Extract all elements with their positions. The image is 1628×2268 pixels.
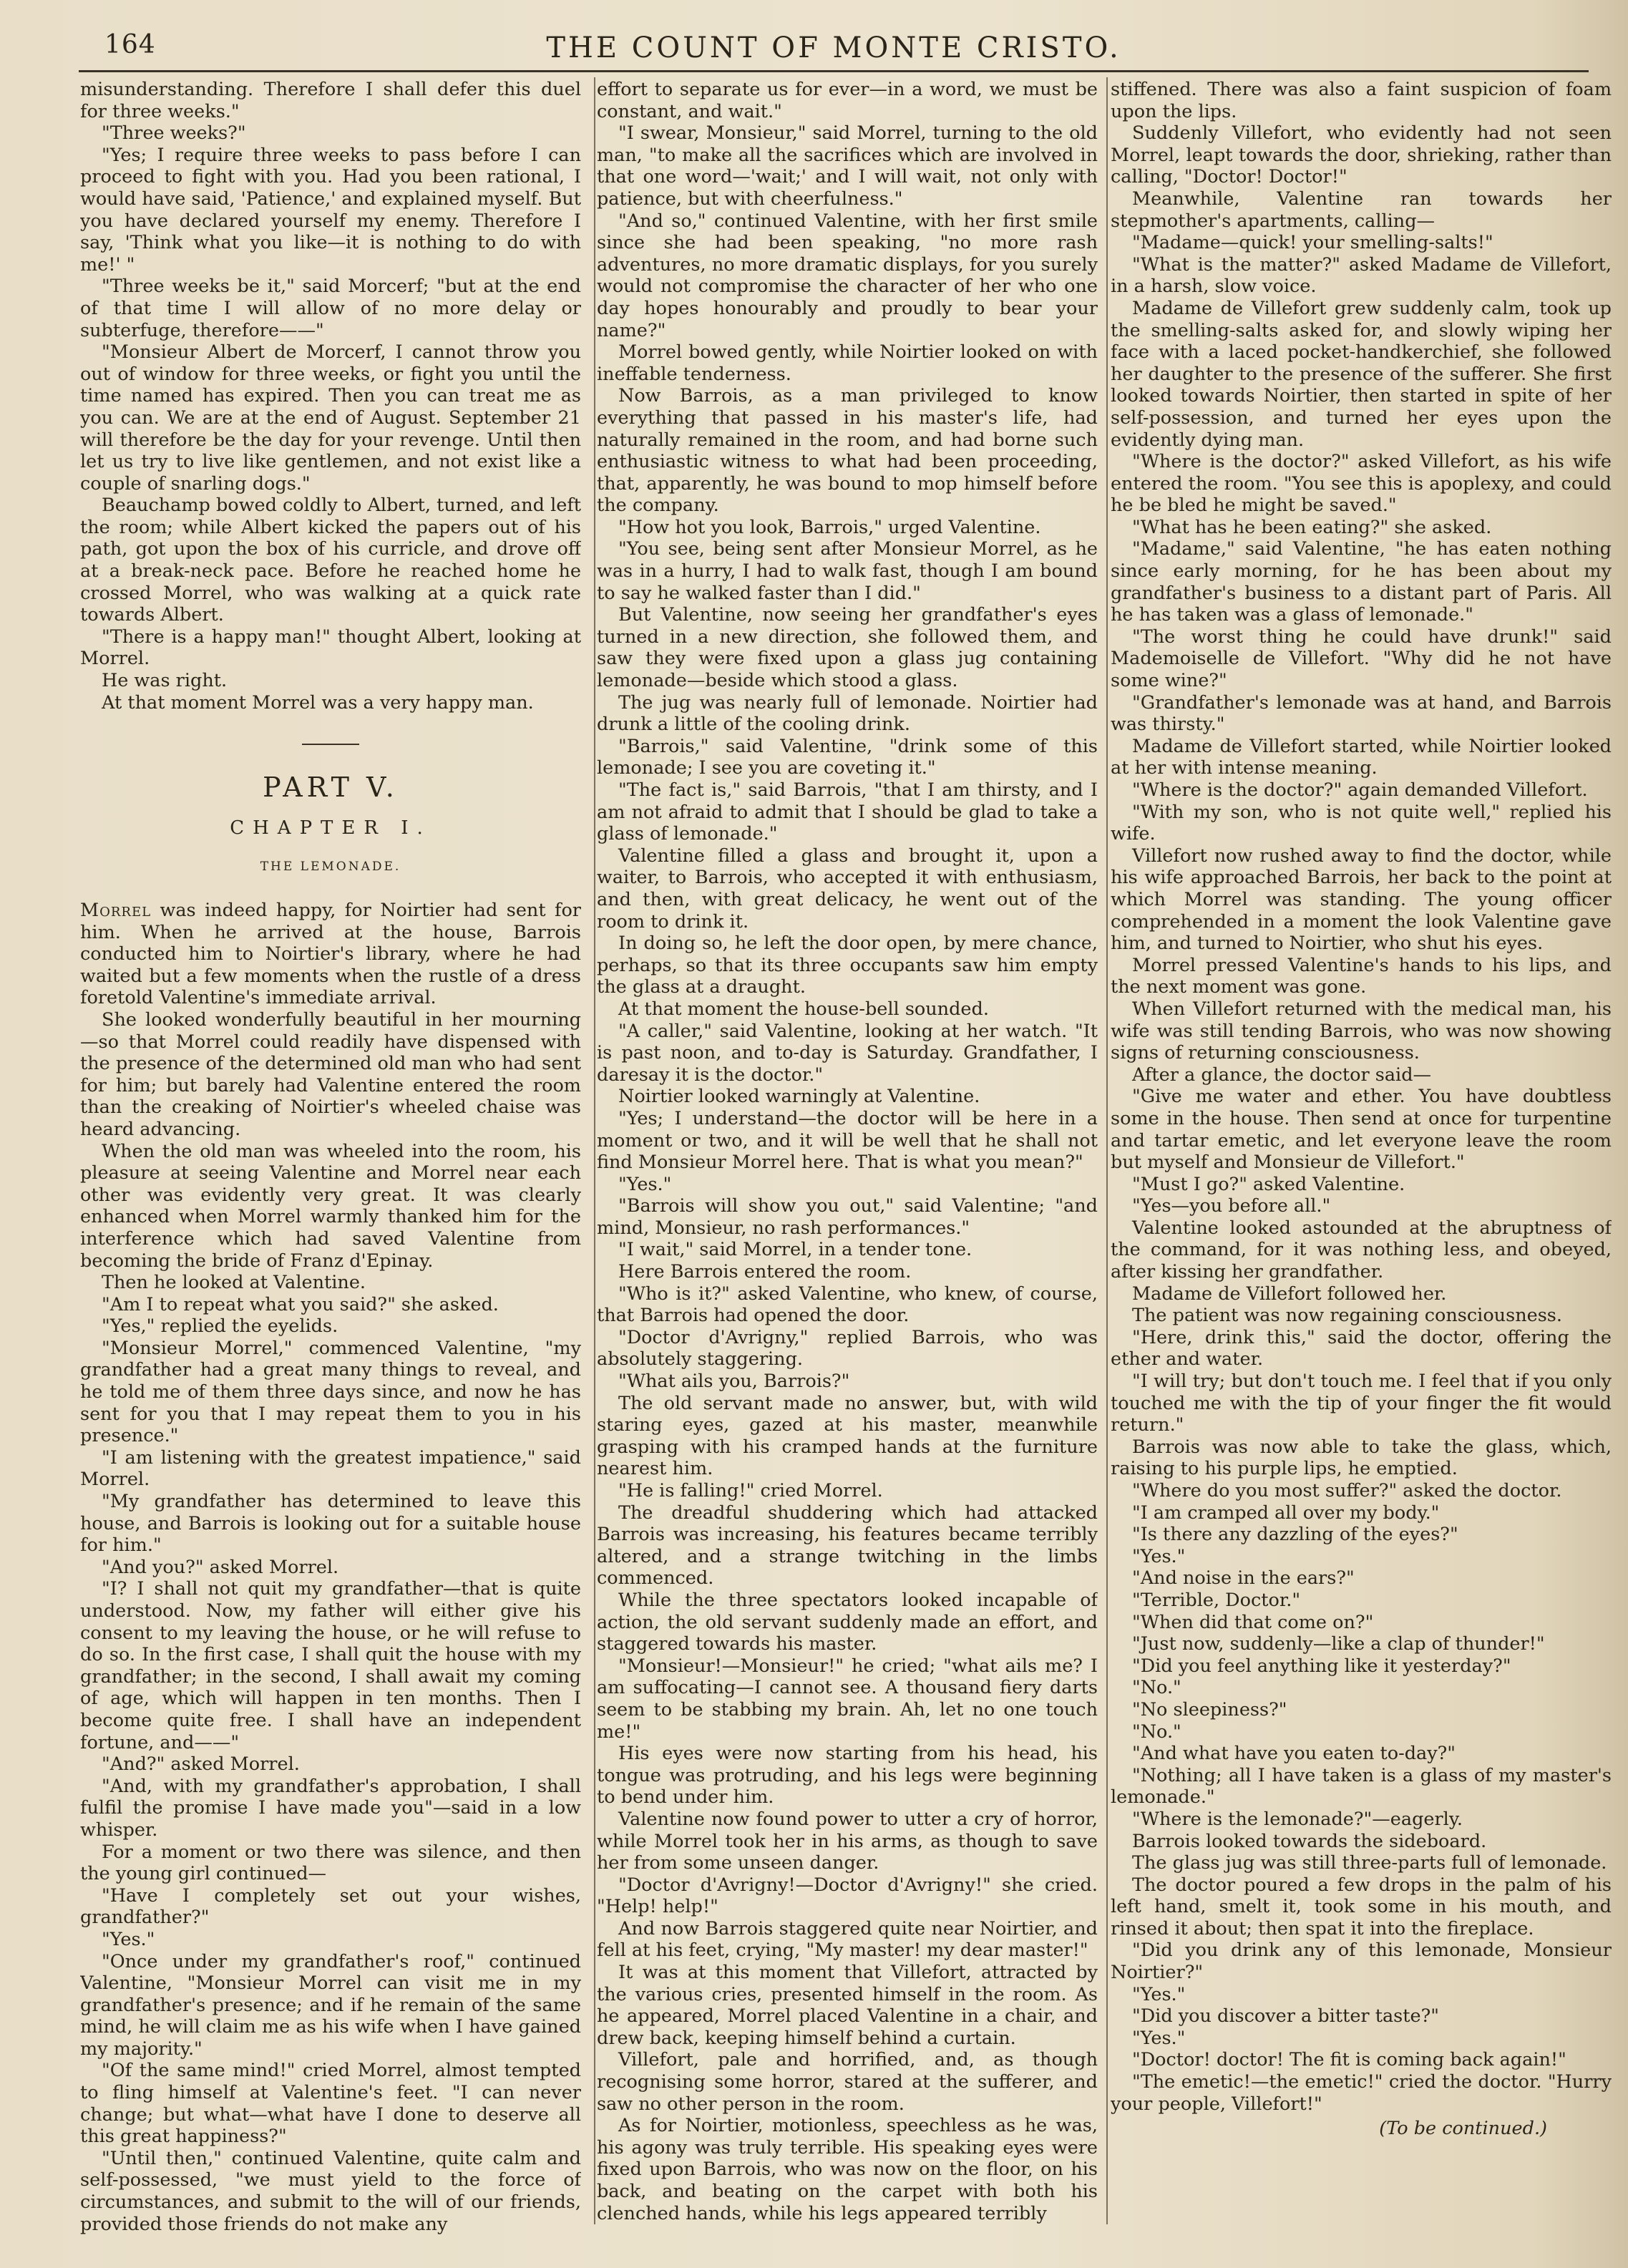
- paragraph: "I am cramped all over my body.": [1132, 1502, 1440, 1524]
- paragraph: "Three weeks?": [102, 122, 246, 145]
- paragraph: "Just now, suddenly—like a clap of thunder!": [1132, 1633, 1545, 1655]
- paragraph: "Is there any dazzling of the eyes?": [1132, 1524, 1458, 1546]
- paragraph: "Terrible, Doctor.": [1132, 1589, 1301, 1611]
- paragraph: "I am listening with the greatest impatience," said Morrel.: [80, 1446, 581, 1491]
- paragraph: At that moment Morrel was a very happy man.: [102, 691, 534, 714]
- paragraph: In doing so, he left the door open, by mere chance, perhaps, so that its three occupants saw him empty the glass at a draught.: [597, 933, 1098, 998]
- paragraph: Madame de Villefort followed her.: [1132, 1283, 1447, 1305]
- section-separator: [302, 744, 359, 745]
- paragraph: Valentine now found power to utter a cry of horror, while Morrel took her in his arms, as though to save her from some unseen danger.: [597, 1808, 1098, 1874]
- paragraph: But Valentine, now seeing her grandfather's eyes turned in a new direction, she followed them, and saw they were fixed upon a glass jug containing lemonade—beside which stood a glass.: [597, 604, 1098, 692]
- paragraph: "Yes.": [1132, 1545, 1186, 1567]
- opening-word: Morrel: [80, 900, 152, 921]
- column-1-preceding-text: [80, 79, 581, 714]
- paragraph: "What ails you, Barrois?": [618, 1371, 850, 1393]
- paragraph: Morrel pressed Valentine's hands to his lips, and the next moment was gone.: [1111, 954, 1612, 998]
- paragraph: "Yes," replied the eyelids.: [102, 1315, 338, 1338]
- paragraph: "No sleepiness?": [1132, 1698, 1287, 1721]
- paragraph: "Where is the doctor?" asked Villefort, as his wife entered the room. "You see this is apoplexy, and could he be bled he might be saved.": [1111, 451, 1612, 517]
- paragraph: "Of the same mind!" cried Morrel, almost tempted to fling himself at Valentine's feet. "I can never change; but what—what have I done to deserve all this great happiness?": [80, 2060, 581, 2148]
- paragraph: "Where is the doctor?" again demanded Villefort.: [1132, 779, 1588, 801]
- paragraph: "And so," continued Valentine, with her first smile since she had been speaking, "no more rash adventures, no more dramatic displays, for you surely would not compromise the character of her who one day hopes honourably and proudly to bear your name?": [597, 210, 1098, 341]
- paragraph: "Here, drink this," said the doctor, offering the ether and water.: [1111, 1326, 1612, 1371]
- paragraph: "And?" asked Morrel.: [102, 1753, 300, 1776]
- paragraph: Here Barrois entered the room.: [618, 1261, 912, 1283]
- paragraph: "And noise in the ears?": [1132, 1567, 1355, 1590]
- paragraph: Beauchamp bowed coldly to Albert, turned, and left the room; while Albert kicked the papers out of his path, got upon the box of his curricle, and drove off at a break-neck pace. Before he reached home he crossed Morrel, who was walking at a quick rate towards Albert.: [80, 495, 581, 626]
- paragraph: "My grandfather has determined to leave this house, and Barrois is looking out for a suitable house for him.": [80, 1491, 581, 1557]
- paragraph: misunderstanding. Therefore I shall defer this duel for three weeks.": [80, 79, 581, 122]
- paragraph: Suddenly Villefort, who evidently had not seen Morrel, leapt towards the door, shrieking, rather than calling, "Doctor! Doctor!": [1111, 122, 1612, 188]
- paragraph: While the three spectators looked incapable of action, the old servant suddenly made an effort, and staggered towards his master.: [597, 1589, 1098, 1655]
- paragraph: "Doctor! doctor! The fit is coming back again!": [1132, 2049, 1566, 2071]
- paragraph: When the old man was wheeled into the room, his pleasure at seeing Valentine and Morrel near each other was evidently very great. It was clearly enhanced when Morrel warmly thanked him for the interference which had saved Valentine from becoming the bride of Franz d'Epinay.: [80, 1140, 581, 1272]
- paragraph: "Who is it?" asked Valentine, who knew, of course, that Barrois had opened the door.: [597, 1283, 1098, 1327]
- column-2: [597, 79, 1098, 2240]
- paragraph: Valentine filled a glass and brought it, upon a waiter, to Barrois, who accepted it with enthusiasm, and then, with great delicacy, he went out of the room to drink it.: [597, 845, 1098, 933]
- paragraph: "How hot you look, Barrois," urged Valentine.: [618, 516, 1041, 538]
- paragraph: "The emetic!—the emetic!" cried the doctor. "Hurry your people, Villefort!": [1111, 2071, 1612, 2115]
- paragraph: "Yes; I require three weeks to pass before I can proceed to fight with you. Had you been rational, I would have said, 'Patience,' and explained myself. But you have declared yourself my enemy. Therefore I say, 'Think what you like—it is nothing to do with me!' ": [80, 144, 581, 276]
- part-title: PART V.: [263, 772, 399, 804]
- paragraph: "Madame," said Valentine, "he has eaten nothing since early morning, for he has been about my grandfather's business to a distant part of Paris. All he has taken was a glass of lemonade.": [1111, 538, 1612, 626]
- paragraph: "Monsieur Morrel," commenced Valentine, "my grandfather had a great many things to reveal, and he told me of them three days since, and now he has sent for you that I may repeat them to you in his presence.": [80, 1337, 581, 1447]
- paragraph: Madame de Villefort grew suddenly calm, took up the smelling-salts asked for, and slowly wiping her face with a laced pocket-handkerchief, she followed her daughter to the presence of the sufferer. She first looked towards Noirtier, then started in spite of her self-possession, and turned her eyes upon the evidently dying man.: [1111, 297, 1612, 451]
- paragraph: The doctor poured a few drops in the palm of his left hand, smelt it, took some in his mouth, and rinsed it about; then spat it into the fireplace.: [1111, 1874, 1612, 1940]
- paragraph: "I swear, Monsieur," said Morrel, turning to the old man, "to make all the sacrifices which are involved in that one word—'wait;' and I will wait, not only with patience, but with cheerfulness.": [597, 122, 1098, 210]
- paragraph: "With my son, who is not quite well," replied his wife.: [1111, 801, 1612, 845]
- paragraph: Valentine looked astounded at the abruptness of the command, for it was nothing less, and obeyed, after kissing her grandfather.: [1111, 1217, 1612, 1283]
- paragraph: Villefort now rushed away to find the doctor, while his wife approached Barrois, her back to the point at which Morrel was standing. The young officer comprehended in a moment the look Valentine gave him, and turned to Noirtier, who shut his eyes.: [1111, 845, 1612, 955]
- paragraph: Then he looked at Valentine.: [102, 1272, 366, 1294]
- chapter-subtitle: THE LEMONADE.: [260, 860, 401, 875]
- paragraph: After a glance, the doctor said—: [1132, 1064, 1432, 1086]
- paragraph: stiffened. There was also a faint suspicion of foam upon the lips.: [1111, 79, 1612, 122]
- paragraph: Now Barrois, as a man privileged to know everything that passed in his master's life, had naturally remained in the room, and had borne such enthusiastic witness to what had been proceeding, that, apparently, he was bound to mop himself before the company.: [597, 385, 1098, 517]
- paragraph: Barrois looked towards the sideboard.: [1132, 1830, 1487, 1852]
- paragraph: "Did you drink any of this lemonade, Monsieur Noirtier?": [1111, 1940, 1612, 1984]
- paragraph: The glass jug was still three-parts full of lemonade.: [1132, 1852, 1607, 1874]
- paragraph: "Doctor d'Avrigny," replied Barrois, who was absolutely staggering.: [597, 1326, 1098, 1371]
- paragraph: The jug was nearly full of lemonade. Noirtier had drunk a little of the cooling drink.: [597, 691, 1098, 736]
- paragraph: "Have I completely set out your wishes, grandfather?": [80, 1884, 581, 1929]
- paragraph: "Did you discover a bitter taste?": [1132, 2005, 1439, 2028]
- paragraph: "Yes.": [618, 1173, 672, 1195]
- paragraph: Villefort, pale and horrified, and, as though recognising some horror, stared at the sufferer, and saw no other person in the room.: [597, 2049, 1098, 2115]
- paragraph: "Yes.": [1132, 1983, 1186, 2005]
- paragraph: "Yes.": [1132, 2027, 1186, 2049]
- paragraph: "No.": [1132, 1677, 1181, 1699]
- paragraph: And now Barrois staggered quite near Noirtier, and fell at his feet, crying, "My master! my dear master!": [597, 1917, 1098, 1962]
- paragraph: effort to separate us for ever—in a word, we must be constant, and wait.": [597, 79, 1098, 122]
- paragraph: Barrois was now able to take the glass, which, raising to his purple lips, he emptied.: [1111, 1436, 1612, 1480]
- page-header: [79, 29, 1589, 72]
- header-rule: [79, 70, 1589, 72]
- paragraph: "What is the matter?" asked Madame de Villefort, in a harsh, slow voice.: [1111, 253, 1612, 298]
- paragraph: She looked wonderfully beautiful in her mourning—so that Morrel could readily have dispensed with the presence of the determined old man who had sent for him; but barely had Valentine entered the room than the creaking of Noirtier's wheeled chaise was heard advancing.: [80, 1008, 581, 1140]
- paragraph: "Give me water and ether. You have doubtless some in the house. Then send at once for turpentine and tartar emetic, and let everyone leave the room but myself and Monsieur de Villefort.": [1111, 1086, 1612, 1174]
- paragraph: "Must I go?" asked Valentine.: [1132, 1173, 1405, 1195]
- paragraph: "The worst thing he could have drunk!" said Mademoiselle de Villefort. "Why did he not have some wine?": [1111, 626, 1612, 692]
- paragraph: "And what have you eaten to-day?": [1132, 1743, 1456, 1765]
- paragraph: As for Noirtier, motionless, speechless as he was, his agony was truly terrible. His speaking eyes were fixed upon Barrois, who was now on the floor, on his back, and beating on the carpet with both his clenched hands, while his legs appeared terribly: [597, 2115, 1098, 2224]
- paragraph: The old servant made no answer, but, with wild staring eyes, gazed at his master, meanwhile grasping with his cramped hands at the furniture nearest him.: [597, 1392, 1098, 1480]
- to-be-continued: (To be continued.): [1379, 2118, 1547, 2140]
- paragraph: "Barrois will show you out," said Valentine; "and mind, Monsieur, no rash performances.": [597, 1195, 1098, 1239]
- paragraph: "When did that come on?": [1132, 1611, 1374, 1633]
- chapter-title: CHAPTER I.: [230, 817, 432, 839]
- paragraph: "You see, being sent after Monsieur Morrel, as he was in a hurry, I had to walk fast, though I am bound to say he walked faster than I did.": [597, 538, 1098, 604]
- paragraph: At that moment the house-bell sounded.: [618, 998, 989, 1020]
- paragraph: "Monsieur!—Monsieur!" he cried; "what ails me? I am suffocating—I cannot see. A thousand fiery darts seem to be stabbing my brain. Ah, let no one touch me!": [597, 1655, 1098, 1743]
- paragraph: "Until then," continued Valentine, quite calm and self-possessed, "we must yield to the force of circumstances, and submit to the will of our friends, provided those friends do not make any: [80, 2147, 581, 2235]
- running-title: THE COUNT OF MONTE CRISTO.: [546, 31, 1121, 64]
- paragraph: For a moment or two there was silence, and then the young girl continued—: [80, 1841, 581, 1885]
- paragraph: "Once under my grandfather's roof," continued Valentine, "Monsieur Morrel can visit me in my grandfather's presence; and if he remain of the same mind, he will claim me as his wife when I have gained my majority.": [80, 1950, 581, 2060]
- paragraph: "The fact is," said Barrois, "that I am thirsty, and I am not afraid to admit that I should be glad to take a glass of lemonade.": [597, 779, 1098, 845]
- paragraph: "Did you feel anything like it yesterday?": [1132, 1655, 1511, 1677]
- paragraph: "Yes; I understand—the doctor will be here in a moment or two, and it will be well that he shall not find Monsieur Morrel here. That is what you mean?": [597, 1107, 1098, 1174]
- paragraph: He was right.: [102, 670, 228, 692]
- paragraph: "Nothing; all I have taken is a glass of my master's lemonade.": [1111, 1764, 1612, 1809]
- column-divider: [594, 77, 595, 2224]
- paragraph: "Where is the lemonade?"—eagerly.: [1132, 1808, 1463, 1830]
- column-3: [1111, 79, 1612, 2240]
- paragraph: The patient was now regaining consciousness.: [1132, 1305, 1562, 1327]
- paragraph: "Barrois," said Valentine, "drink some of this lemonade; I see you are coveting it.": [597, 735, 1098, 779]
- paragraph: Madame de Villefort started, while Noirtier looked at her with intense meaning.: [1111, 735, 1612, 779]
- paragraph: "Am I to repeat what you said?" she asked.: [102, 1293, 499, 1315]
- paragraph: "I? I shall not quit my grandfather—that is quite understood. Now, my father will either give his consent to my leaving the house, or he will refuse to do so. In the first case, I shall quit the house with my grandfather; in the second, I shall await my coming of age, which will happen in ten months. Then I become quite free. I shall have an independent fortune, and——": [80, 1578, 581, 1753]
- column-1-chapter-text: [80, 1009, 581, 2235]
- paragraph: "Yes—you before all.": [1132, 1195, 1331, 1217]
- paragraph: "Madame—quick! your smelling-salts!": [1132, 232, 1493, 254]
- paragraph: Morrel bowed gently, while Noirtier looked on with ineffable tenderness.: [597, 341, 1098, 385]
- paragraph: "What has he been eating?" she asked.: [1132, 516, 1492, 538]
- paragraph: The dreadful shuddering which had attacked Barrois was increasing, his features became terribly altered, and a strange twitching in the limbs commenced.: [597, 1502, 1098, 1590]
- paragraph: "Yes.": [102, 1928, 155, 1950]
- paragraph: "Grandfather's lemonade was at hand, and Barrois was thirsty.": [1111, 691, 1612, 736]
- paragraph: "And you?" asked Morrel.: [102, 1556, 339, 1578]
- paragraph: "And, with my grandfather's approbation, I shall fulfil the promise I have made you"—said in a low whisper.: [80, 1775, 581, 1841]
- paragraph: It was at this moment that Villefort, attracted by the various cries, presented himself in the room. As he appeared, Morrel placed Valentine in a chair, and drew back, keeping himself behind a curtain.: [597, 1962, 1098, 2049]
- column-3-text: [1111, 79, 1612, 2115]
- paragraph: When Villefort returned with the medical man, his wife was still tending Barrois, who was now showing signs of returning consciousness.: [1111, 998, 1612, 1064]
- paragraph: His eyes were now starting from his head, his tongue was protruding, and his legs were beginning to bend under him.: [597, 1743, 1098, 1809]
- page-number: 164: [104, 30, 156, 59]
- paragraph: "There is a happy man!" thought Albert, looking at Morrel.: [80, 626, 581, 670]
- paragraph: "Where do you most suffer?" asked the doctor.: [1132, 1480, 1562, 1502]
- paragraph: "A caller," said Valentine, looking at her watch. "It is past noon, and to-day is Saturday. Grandfather, I daresay it is the doctor.": [597, 1020, 1098, 1086]
- column-divider: [1106, 77, 1108, 2224]
- column-1: [80, 79, 581, 2240]
- paragraph: "I wait," said Morrel, in a tender tone.: [618, 1239, 973, 1261]
- paragraph: "Monsieur Albert de Morcerf, I cannot throw you out of window for three weeks, or fight you until the time named has expired. Then you can treat me as you can. We are at the end of August. September 21 will therefore be the day for your revenge. Until then let us try to live like gentlemen, and not exist like a couple of snarling dogs.": [80, 341, 581, 495]
- opening-text: was indeed happy, for Noirtier had sent for him. When he arrived at the house, Barrois conducted him to Noirtier's library, where he had waited but a few moments when the rustle of a dress foretold Valentine's immediate arrival.: [80, 900, 581, 1009]
- paragraph: "Doctor d'Avrigny!—Doctor d'Avrigny!" she cried. "Help! help!": [597, 1874, 1098, 1918]
- chapter-opening-paragraph: [80, 900, 581, 1009]
- paragraph: "No.": [1132, 1721, 1181, 1743]
- paragraph: "I will try; but don't touch me. I feel that if you only touched me with the tip of your finger the fit would return.": [1111, 1371, 1612, 1436]
- paragraph: Noirtier looked warningly at Valentine.: [618, 1086, 980, 1108]
- paragraph: Meanwhile, Valentine ran towards her stepmother's apartments, calling—: [1111, 188, 1612, 232]
- paragraph: "He is falling!" cried Morrel.: [618, 1480, 883, 1502]
- paragraph: "Three weeks be it," said Morcerf; "but at the end of that time I will allow of no more delay or subterfuge, therefore——": [80, 276, 581, 341]
